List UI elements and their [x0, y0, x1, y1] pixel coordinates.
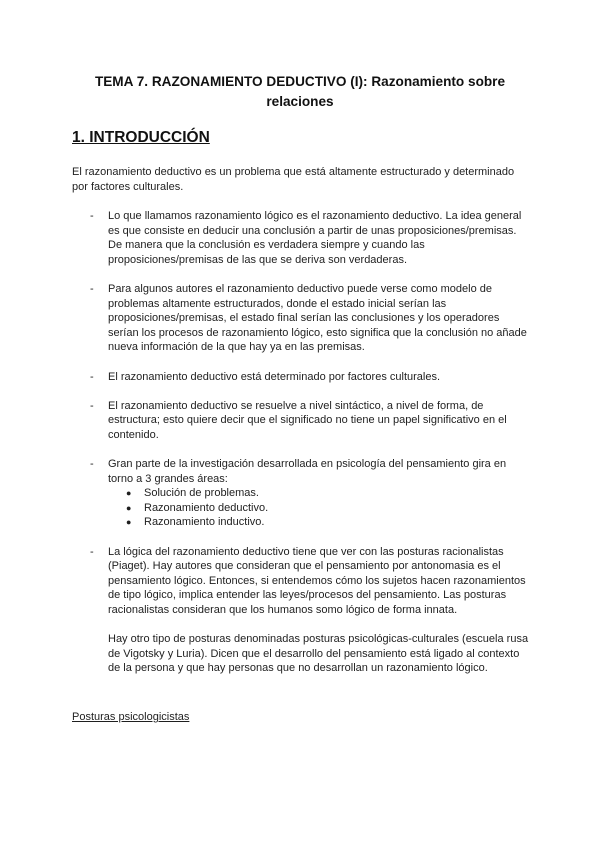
section-heading: 1. INTRODUCCIÓN [72, 129, 210, 146]
bullet-text: Lo que llamamos razonamiento lógico es el razonamiento deductivo. La idea general es que consiste en deducir una conclusión a partir de unas proposiciones/premisas. De manera que la conclusión es verdadera siempre y cuando las proposiciones/premisas de las que se deriva son verdaderas. [108, 210, 522, 266]
intro-paragraph: El razonamiento deductivo es un problema que está altamente estructurado y determinado por factores culturales. [72, 166, 515, 193]
sub-bullet-text: Razonamiento inductivo. [144, 516, 265, 529]
sub-bullet-text: Solución de problemas. [144, 487, 259, 500]
sub-bullet-marker: ● [126, 517, 132, 528]
bullet-marker: - [90, 458, 94, 471]
subheading-posturas-psicologicistas: Posturas psicologicistas [72, 711, 190, 723]
bullet-text: La lógica del razonamiento deductivo tiene que ver con las posturas racionalistas (Piaget). Hay autores que consideran que el pensamiento por antonomasia es el pensamiento lógico. Entonces, si entendemos cómo los sujetos hacen razonamientos de tipo lógico, implica entender las leyes/procesos del pensamiento. Las posturas racionalistas consideran que los humanos somo lógico de forma innata. [108, 545, 526, 617]
bullet-text: El razonamiento deductivo está determinado por factores culturales. [108, 370, 441, 383]
bullet-text: El razonamiento deductivo se resuelve a nivel sintáctico, a nivel de forma, de estructura; esto quiere decir que el significado no tiene un papel significativo en el contenido. [108, 399, 507, 441]
bullet-item [72, 209, 532, 267]
bullet-text: Para algunos autores el razonamiento deductivo puede verse como modelo de problemas altamente estructurados, donde el estado inicial serían las proposiciones/premisas, el estado final serían las conclusiones y los operadores serían los procesos de razonamiento lógico, esto significa que la conclusión no añade nueva información de la que hay ya en las premisas. [108, 282, 527, 354]
document-title: TEMA 7. RAZONAMIENTO DEDUCTIVO (I): Razonamiento sobre relaciones [94, 74, 506, 109]
sub-bullet-item [108, 501, 532, 516]
bullet-text: Hay otro tipo de posturas denominadas posturas psicológicas-culturales (escuela rusa de Vigotsky y Luria). Dicen que el desarrollo del pensamiento está ligado al contexto de la persona y que hay personas que no desarrollan un razonamiento lógico. [108, 633, 529, 675]
bullet-item [72, 399, 532, 443]
bullet-item [72, 370, 532, 385]
bullet-marker: - [90, 545, 94, 558]
bullet-marker: - [90, 210, 94, 222]
sub-bullet-item [108, 486, 532, 501]
sub-bullet-marker: ● [126, 488, 132, 499]
sub-bullet-marker: ● [126, 502, 132, 513]
sub-bullet-text: Razonamiento deductivo. [144, 501, 269, 514]
bullet-marker: - [90, 399, 94, 412]
bullet-text: Gran parte de la investigación desarrollada en psicología del pensamiento gira en torno a 3 grandes áreas: [108, 458, 507, 485]
sub-bullet-list [108, 486, 532, 530]
bullet-item [72, 457, 532, 530]
bullet-item [72, 545, 532, 676]
bullet-item [72, 282, 532, 355]
bullet-list [72, 209, 532, 691]
bullet-marker: - [90, 282, 94, 295]
bullet-marker: - [90, 370, 94, 383]
sub-bullet-item [108, 515, 532, 530]
